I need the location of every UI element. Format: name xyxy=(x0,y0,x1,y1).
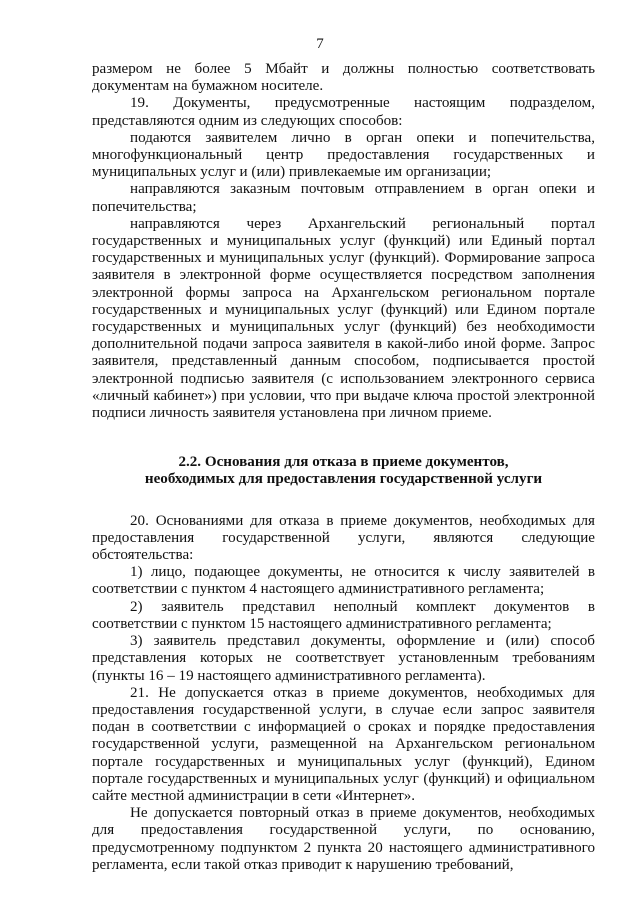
paragraph-20-lead: 20. Основаниями для отказа в приеме документов, необходимых для предоставления государственной услуги, являются следующие обстоятельства: xyxy=(92,512,595,564)
paragraph-21-repeat-refusal: Не допускается повторный отказ в приеме документов, необходимых для предоставления государственной услуги, по основанию, предусмотренному подпунктом 2 пункта 20 настоящего административного регламента, если такой отказ приводит к нарушению требований, xyxy=(92,805,595,873)
document-body xyxy=(92,61,595,874)
section-heading-line-1: 2.2. Основания для отказа в приеме документов, xyxy=(178,454,509,471)
paragraph-19-lead: 19. Документы, предусмотренные настоящим подразделом, представляются одним из следующих способов: xyxy=(92,95,595,129)
intro-paragraph: размером не более 5 Мбайт и должны полностью соответствовать документам на бумажном носителе. xyxy=(92,61,595,95)
submission-way-in-person: подаются заявителем лично в орган опеки и попечительства, многофункциональный центр предоставления государственных и муниципальных услуг и (или) привлекаемые им организации; xyxy=(92,129,595,181)
paragraph-21: 21. Не допускается отказ в приеме документов, необходимых для предоставления государственной услуги, в случае если запрос заявителя подан в соответствии с информацией о сроках и порядке предоставления государственной услуги, размещенной на Архангельском региональном портале государственных и муниципальных услуг (функций), Едином портале государственных и муниципальных услуг (функций) и официальном сайте местной администрации в сети «Интернет». xyxy=(92,684,595,804)
section-heading-line-2: необходимых для предоставления государственной услуги xyxy=(144,471,543,488)
refusal-ground-2: 2) заявитель представил неполный комплект документов в соответствии с пунктом 15 настоящего административного регламента; xyxy=(92,598,595,632)
refusal-ground-1: 1) лицо, подающее документы, не относится к числу заявителей в соответствии с пунктом 4 настоящего административного регламента; xyxy=(92,564,595,598)
submission-way-mail: направляются заказным почтовым отправлением в орган опеки и попечительства; xyxy=(92,181,595,215)
refusal-ground-3: 3) заявитель представил документы, оформление и (или) способ представления которых не соответствует установленным требованиям (пункты 16 – 19 настоящего административного регламента). xyxy=(92,633,595,684)
submission-way-portal: направляются через Архангельский региональный портал государственных и муниципальных услуг (функций) или Единый портал государственных и муниципальных услуг (функций). Формирование запроса заявителя в электронной форме осуществляется посредством заполнения электронной формы запроса на Архангельском региональном портале государственных и муниципальных услуг (функций) или Едином портале государственных и муниципальных услуг (функций) без необходимости дополнительной подачи запроса заявителя в какой-либо иной форме. Запрос заявителя, представленный данным способом, подписывается простой электронной подписью заявителя (с использованием электронного сервиса «личный кабинет») при условии, что при выдаче ключа простой электронной подписи личность заявителя установлена при личном приеме. xyxy=(92,215,595,422)
page-number: 7 xyxy=(316,36,324,52)
